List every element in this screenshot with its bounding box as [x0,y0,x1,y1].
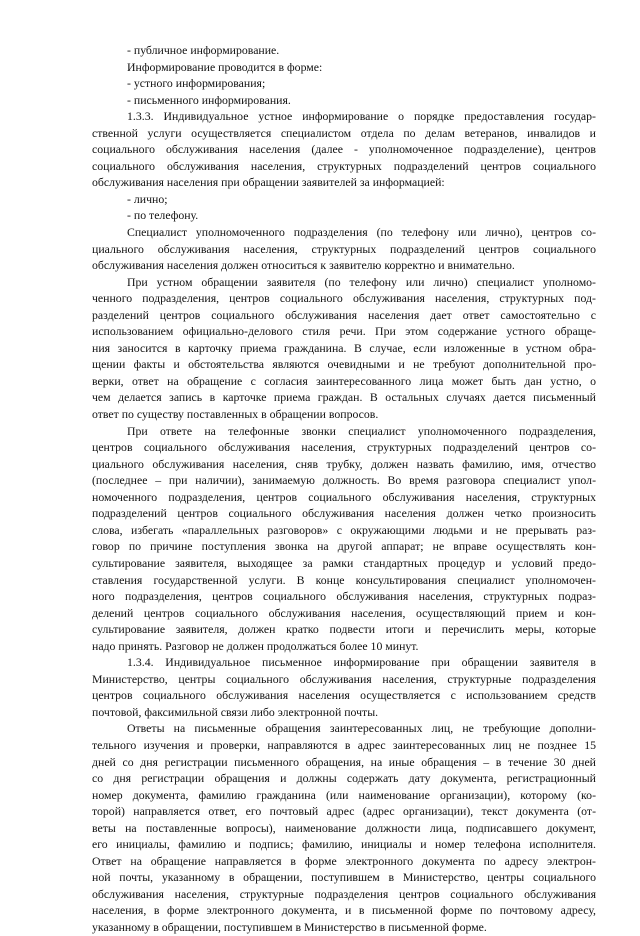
text-line: населения, в форме электронного документа, и в письменной форме по почтовому адресу, [92,903,596,918]
text-line: ния заносится в карточку приема гражданина. В случае, если изложенные в устном обра- [92,340,596,355]
text-line: Министерство, центры социального обслуживания населения, структурные подразделения [92,671,596,686]
text-line: - лично; [127,191,168,206]
text-line: 1.3.3. Индивидуальное устное информирование о порядке предоставления государ- [127,109,596,124]
text-line: сультирование заявителя, выходящее за рамки стандартных процедур и условий предо- [92,555,596,570]
text-line: надо принять. Разговор не должен продолжаться более 10 минут. [92,638,419,653]
text-line: социального обслуживания населения (далее - уполномоченное подразделение), центров [92,142,596,157]
text-line: (последнее – при наличии), занимаемую должность. Во время разговора специалист упол- [92,473,596,488]
text-line: дней со дня регистрации письменного обращения, на иные обращения – в течение 30 дней [92,754,596,769]
text-line: обслуживания населения должен относиться к заявителю корректно и внимательно. [92,258,515,273]
text-line: ответ по существу поставленных в обращении вопросов. [92,407,379,422]
text-line: Ответ на обращение направляется в форме электронного документа по адресу электрон- [92,853,596,868]
text-line: ной почты, указанному в обращении, поступившем в Министерство, центры социального [92,870,596,885]
text-line: ного подразделения, центров социального обслуживания населения, структурных подраз- [92,589,596,604]
text-line: ченного подразделения, центров социального обслуживания населения, структурных под- [92,291,596,306]
text-line: социального обслуживания населения, структурных подразделений центров социального [92,158,596,173]
text-line: При устном обращении заявителя (по телефону или лично) специалист уполномо- [127,274,596,289]
text-line: делений центров социального обслуживания населения, осуществляющий прием и кон- [92,605,596,620]
text-line: ставления государственной услуги. В конце консультирования специалист уполномочен- [92,572,596,587]
text-line: При ответе на телефонные звонки специалист уполномоченного подразделения, [127,423,596,438]
text-line: тельного изучения и проверки, направляются в адрес заинтересованных лиц не позднее 15 [92,737,596,752]
text-line: - письменного информирования. [127,92,291,107]
text-line: его инициалы, фамилию и подпись; фамилию, инициалы и номер телефона исполнителя. [92,837,596,852]
text-line: говор по причине поступления звонка на другой аппарат; не вправе осуществлять кон- [92,539,596,554]
text-column [92,42,596,936]
text-line: обслуживания населения при обращении заявителей за информацией: [92,175,445,190]
text-line: слова, избегать «параллельных разговоров» с окружающими людьми и не прерывать раз- [92,522,596,537]
text-line: 1.3.4. Индивидуальное письменное информирование при обращении заявителя в [127,655,596,670]
text-line: веты на поставленные вопросы), наименование должности лица, подписавшего документ, [92,820,596,835]
text-line: чем делается запись в карточке приема граждан. В остальных случаях дается письменный [92,390,596,405]
text-line: - публичное информирование. [127,43,280,57]
text-line: использованием официально-делового стиля речи. При этом содержание устного обраще- [92,324,596,339]
text-line: торой) направляется ответ, его почтовый адрес (адрес организации), текст документа (от- [92,804,596,819]
text-line: верки, ответ на обращение с согласия заинтересованного лица может быть дан устно, о [92,373,596,388]
text-line: со дня регистрации обращения и должны содержать дату документа, регистрационный [92,771,596,786]
text-line: центров социального обслуживания населения осуществляется с использованием средств [92,688,596,703]
text-line: центров социального обслуживания населения, структурных подразделений центров со- [92,440,596,455]
text-line: сультирование заявителя, должен кратко подвести итоги и перечислить меры, которые [92,622,596,637]
text-line: подразделений центров социального обслуживания населения должен четко произносить [92,506,596,521]
text-line: - устного информирования; [127,76,266,91]
text-line: ственной услуги осуществляется специалистом отдела по делам ветеранов, инвалидов и [92,125,596,140]
text-line: щении факты и обстоятельства являются очевидными и не требуют дополнительной про- [92,357,596,372]
text-line: номер документа, фамилию гражданина (или наименование организации), которому (ко- [92,787,596,802]
text-line: Ответы на письменные обращения заинтересованных лиц, не требующие дополни- [127,721,596,736]
text-line: указанному в обращении, поступившем в Министерство в письменной форме. [92,919,487,934]
text-line: Информирование проводится в форме: [127,59,323,74]
text-line: почтовой, факсимильной связи либо электронной почты. [92,704,379,719]
text-line: разделений центров социального обслуживания населения дает ответ самостоятельно с [92,307,596,322]
text-line: циального обслуживания населения, сняв трубку, должен назвать фамилию, имя, отчество [92,456,596,471]
text-line: - по телефону. [127,208,199,223]
text-line: номоченного подразделения, центров социального обслуживания населения, структурных [92,489,596,504]
text-line: циального обслуживания населения, структурных подразделений центров социального [92,241,596,256]
text-line: Специалист уполномоченного подразделения (по телефону или лично), центров со- [127,225,596,240]
text-line: обслуживания населения, структурные подразделения центров социального обслуживания [92,886,596,901]
